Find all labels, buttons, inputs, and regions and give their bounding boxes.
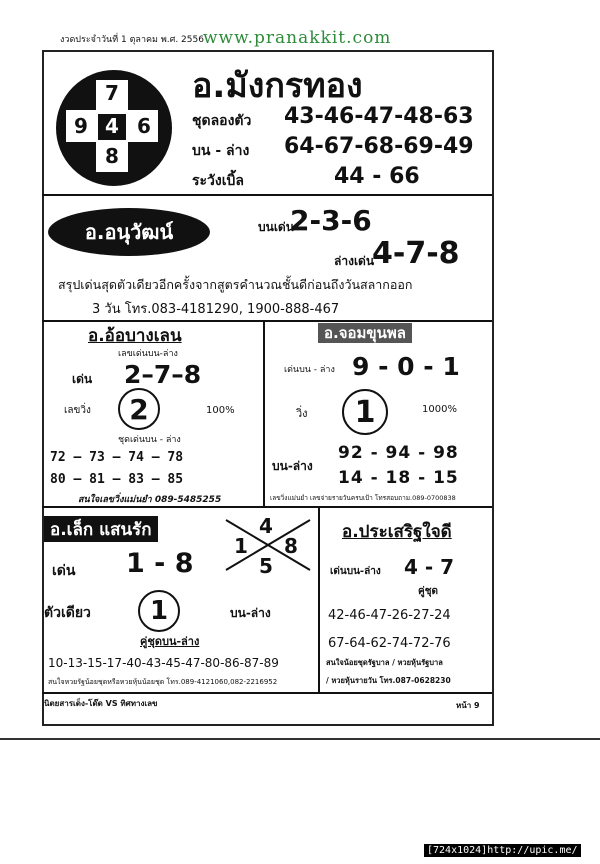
section4-left-single-circle — [138, 590, 180, 632]
section2-bottom-value: 4-7-8 — [372, 236, 460, 271]
section3-left-sub: เลขเด่นบน-ล่าง — [118, 349, 178, 359]
footer-right: หน้า 9 — [456, 701, 480, 710]
section2-top-label: บนเด่น — [258, 220, 294, 234]
section4-left-single-value: 1 — [149, 596, 169, 626]
section2-bottom-label: ล่างเด่น — [334, 254, 375, 268]
section3-right-pairs-line1: 92 - 94 - 98 — [338, 443, 459, 463]
cross-right: 8 — [284, 534, 298, 558]
wheel-center: 4 — [98, 114, 126, 140]
divider — [42, 506, 492, 508]
section4-right-main-value: 4 - 7 — [404, 555, 455, 579]
section4-right-pairs-line1: 42-46-47-26-27-24 — [328, 608, 451, 623]
section3-right-pairs-label: บน-ล่าง — [272, 459, 313, 473]
section3-left-title: อ.อ้อบางเลน — [88, 326, 182, 346]
section3-right-run-label: วิ่ง — [296, 407, 308, 420]
cross-bottom: 5 — [259, 554, 273, 578]
wheel-diagram — [56, 70, 172, 186]
divider — [42, 692, 492, 694]
date-line: งวดประจำวันที่ 1 ตุลาคม พ.ศ. 2556 — [60, 35, 204, 45]
cross-left: 1 — [234, 534, 248, 558]
section2-top-value: 2-3-6 — [290, 204, 372, 237]
section3-right-run-percent: 1000% — [422, 404, 457, 415]
section4-right-pairs-line2: 67-64-62-74-72-76 — [328, 636, 451, 651]
divider — [318, 506, 320, 692]
section3-left-set-label: ชุดเด่นบน - ล่าง — [118, 435, 181, 445]
section2-note-line1: สรุปเด่นสุดตัวเดียวอีกครั้งจากสูตรคำนวณชั้นดีก่อนถึงวันสลากออก — [58, 277, 413, 292]
section4-left-single-suffix: บน-ล่าง — [230, 606, 271, 620]
section1-row3-value: 44 - 66 — [334, 164, 420, 189]
section3-left-run-value: 2 — [129, 392, 149, 426]
section4-right-title: อ.ประเสริฐใจดี — [342, 522, 452, 542]
section1-row1-label: ชุดลองตัว — [192, 113, 252, 129]
section4-right-main-label: เด่นบน-ล่าง — [330, 566, 381, 577]
section4-right-contact2: / หวยหุ้นรายวัน โทร.087-0628230 — [326, 676, 451, 685]
section4-left-title: อ.เล็ก แสนรัก — [50, 519, 152, 540]
section1-row2-value: 64-67-68-69-49 — [284, 134, 474, 159]
section3-right-run-circle — [342, 389, 388, 435]
section1-row1-value: 43-46-47-48-63 — [284, 104, 474, 129]
watermark: [724x1024]http://upic.me/ — [424, 844, 581, 857]
wheel-bottom: 8 — [105, 144, 119, 168]
section2-badge-label: อ.อนุวัฒน์ — [84, 220, 174, 244]
section1-title: อ.มังกรทอง — [192, 66, 363, 106]
section2-note-line2: 3 วัน โทร.083-4181290, 1900-888-467 — [92, 302, 340, 317]
section4-left-title-tab — [44, 516, 158, 542]
section3-right-contact: เลขวิ่งแม่นยำ เลขจ่ายรายวันครบเป้า โทรสอบถาม.089-0700838 — [270, 494, 456, 502]
section4-left-contact: สนใจหวยรัฐน้อยชุดหรือหวยหุ้นน้อยชุด โทร.089-4121060,082-2216952 — [48, 678, 278, 686]
section4-left-single-label: ตัวเดียว — [44, 605, 91, 621]
section3-left-main-value: 2–7–8 — [124, 360, 202, 389]
section3-left-run-circle — [118, 388, 160, 430]
section4-right-pairs-label: คู่ชุด — [418, 586, 438, 597]
wheel-right: 6 — [137, 114, 151, 138]
section3-right-run-value: 1 — [354, 394, 376, 430]
section3-left-set-line2: 80 – 81 – 83 – 85 — [50, 472, 184, 487]
scan-edge — [0, 738, 600, 740]
section4-left-pairs-label: คู่ชุดบน-ล่าง — [140, 635, 200, 648]
divider — [263, 320, 265, 506]
section3-right-main-label: เด่นบน - ล่าง — [284, 365, 335, 375]
section4-left-pairs-value: 10-13-15-17-40-43-45-47-80-86-87-89 — [48, 656, 279, 670]
section3-left-run-percent: 100% — [206, 405, 235, 416]
section4-right-contact1: สนใจน้อยชุดรัฐบาล / หวยหุ้นรัฐบาล — [326, 658, 443, 667]
cross-top: 4 — [259, 514, 273, 538]
section3-right-title-tab — [318, 323, 412, 343]
section1-row3-label: ระวังเบิ้ล — [192, 173, 244, 189]
section3-left-run-label: เลขวิ่ง — [64, 405, 91, 416]
wheel-top: 7 — [105, 81, 119, 105]
divider — [42, 194, 492, 196]
section3-left-contact: สนใจเลขวิ่งแม่นยำ 089-5485255 — [78, 495, 222, 505]
section2-badge — [48, 208, 210, 256]
website-banner[interactable]: www.pranakkit.com — [203, 28, 392, 48]
section3-right-pairs-line2: 14 - 18 - 15 — [338, 468, 459, 488]
section3-right-main-value: 9 - 0 - 1 — [352, 352, 460, 381]
section3-left-set-line1: 72 – 73 – 74 – 78 — [50, 450, 184, 465]
footer-left: นิตยสารเด็ง-โด๊ด VS ทิศทางเลข — [44, 699, 158, 708]
section3-right-title: อ.จอมขุนพล — [324, 324, 406, 342]
section4-left-main-label: เด่น — [52, 563, 76, 579]
wheel-left: 9 — [74, 114, 88, 138]
section3-left-main-label: เด่น — [72, 372, 93, 386]
section1-row2-label: บน - ล่าง — [192, 143, 250, 159]
section4-left-main-value: 1 - 8 — [126, 548, 194, 579]
